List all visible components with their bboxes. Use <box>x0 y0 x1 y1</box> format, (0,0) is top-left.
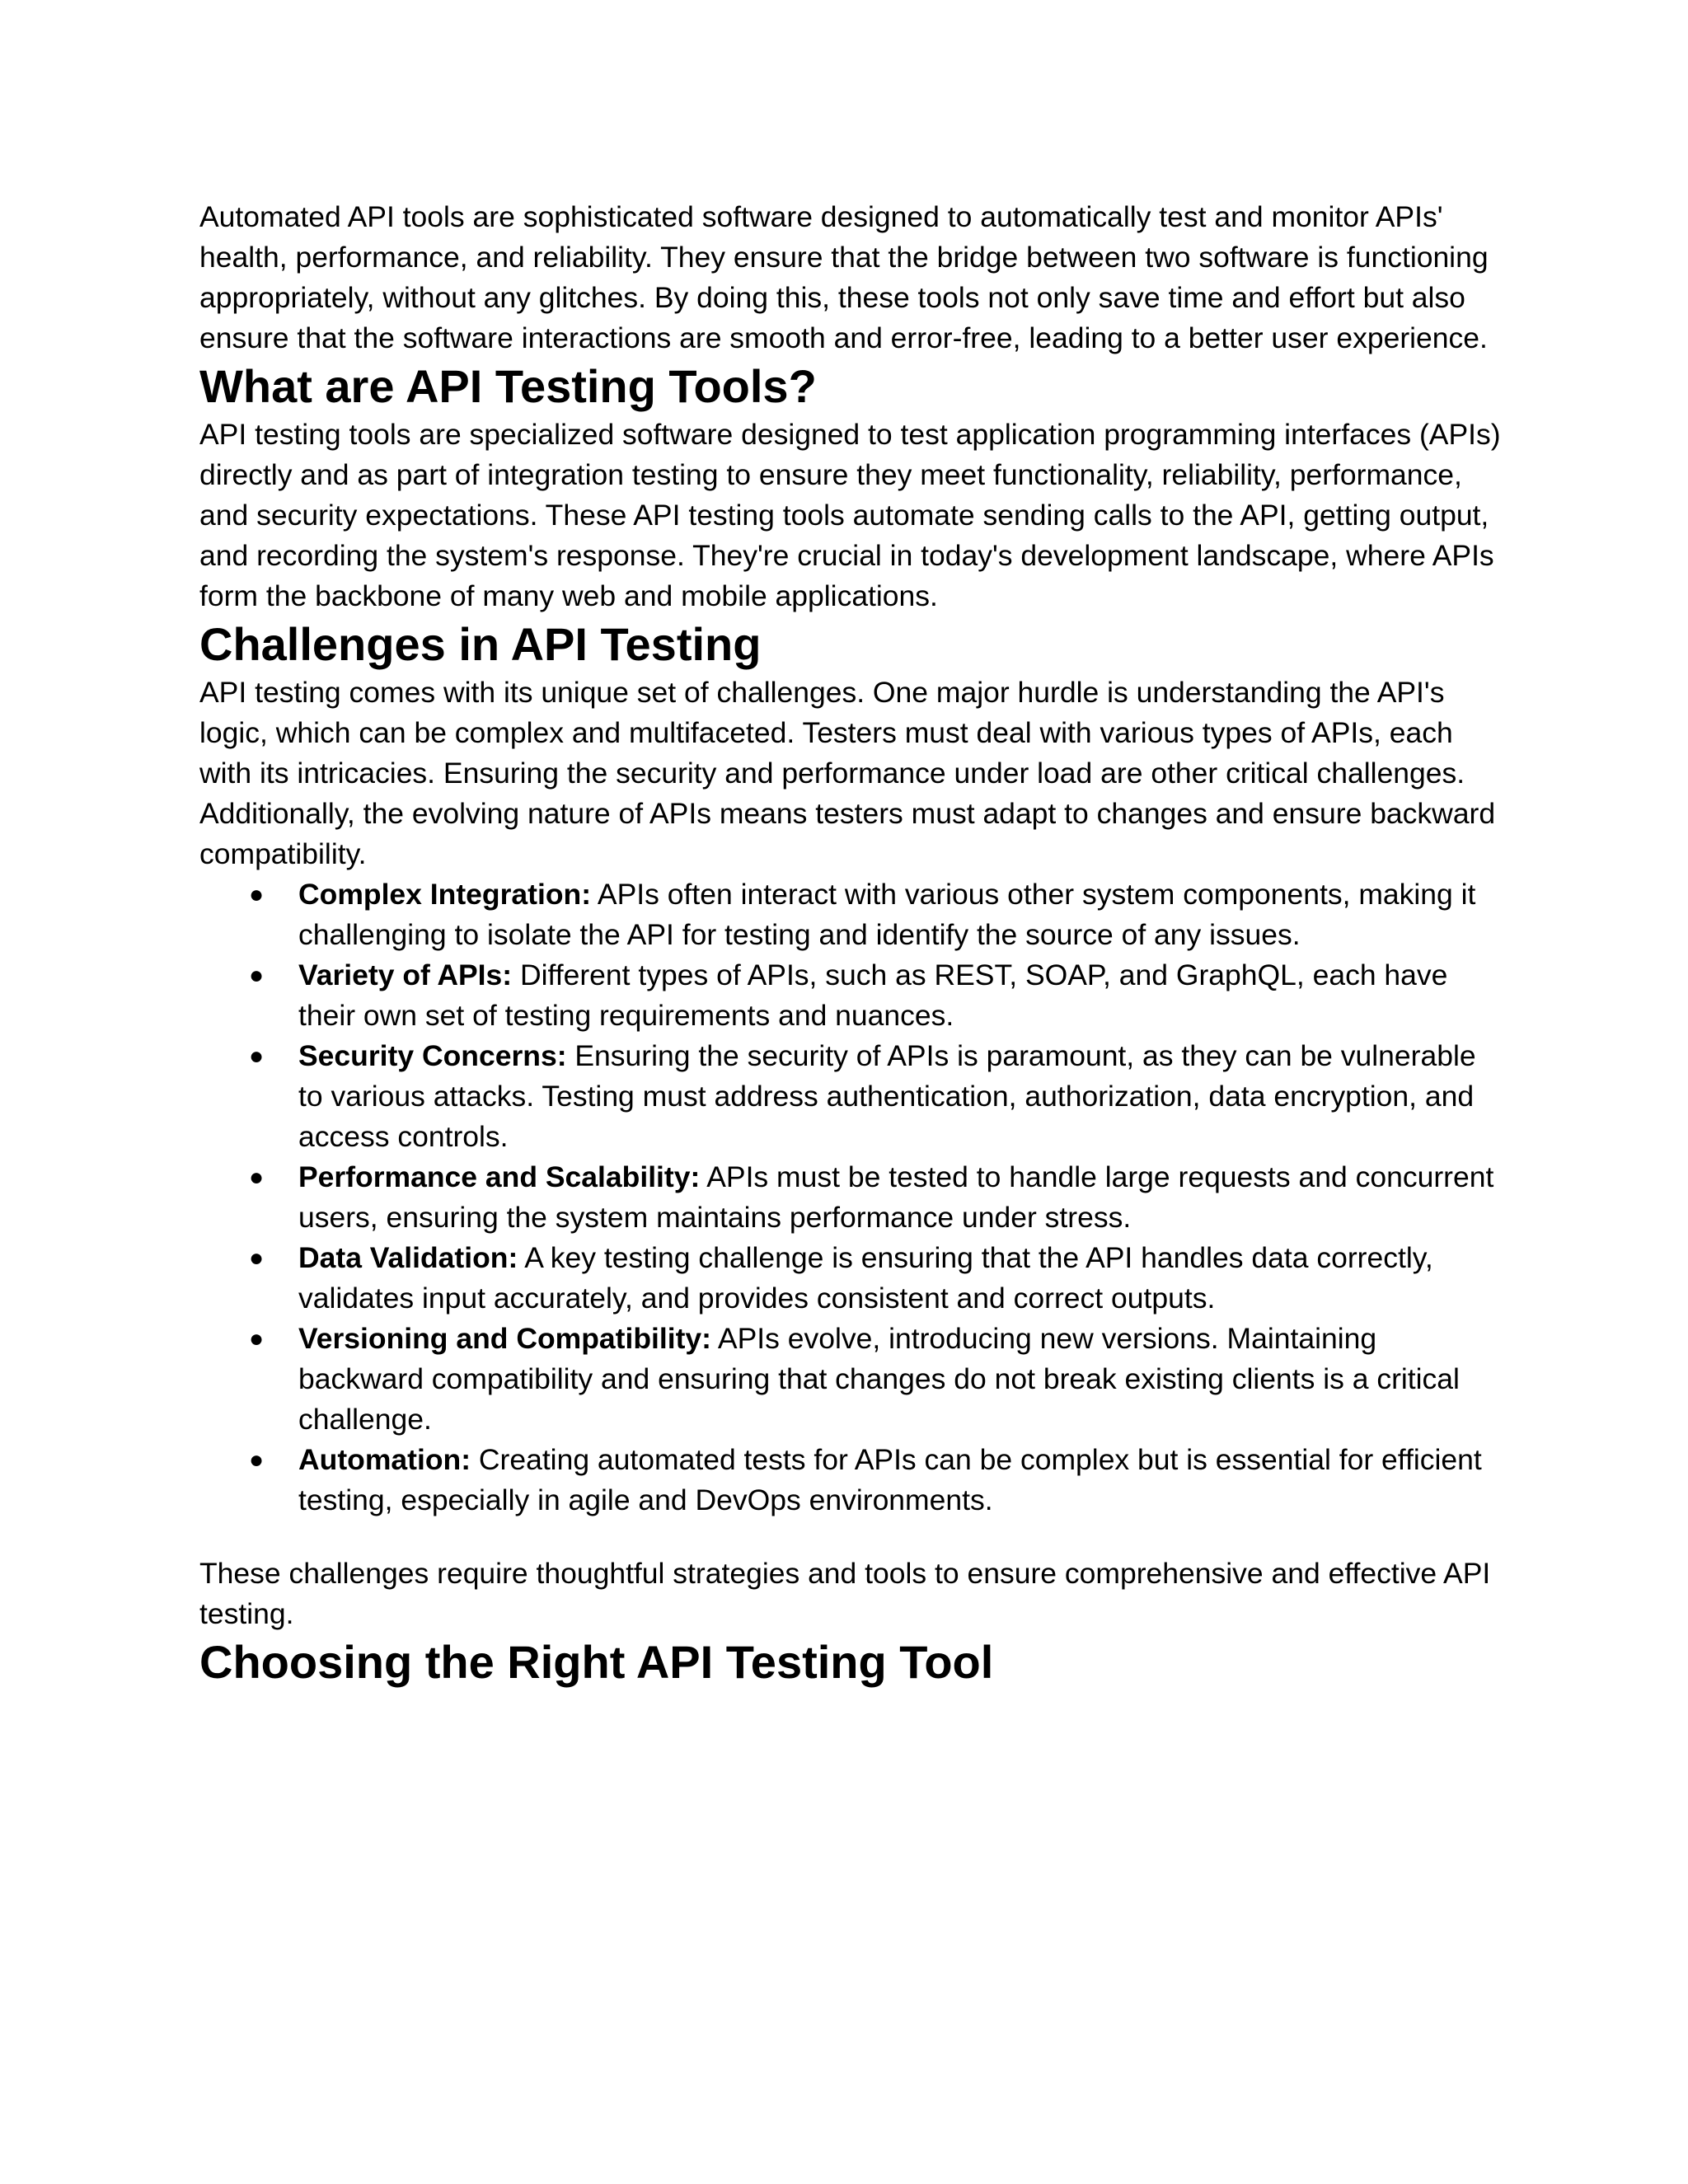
challenges-list <box>199 874 1502 1521</box>
list-item-term: Data Validation: <box>298 1241 518 1274</box>
list-item-text: Ensuring the security of APIs is paramount, as they can be vulnerable to various attacks. Testing must address authentication, authorization, data encryption, and access controls. <box>298 1039 1476 1153</box>
heading-challenges-in-api-testing: Challenges in API Testing <box>199 618 762 670</box>
document-page <box>199 197 1502 1690</box>
list-item-term: Complex Integration: <box>298 878 592 911</box>
heading-choosing-the-right-api-testing-tool: Choosing the Right API Testing Tool <box>199 1636 994 1688</box>
challenges-paragraph: API testing comes with its unique set of challenges. One major hurdle is understanding the API's logic, which can be complex and multifaceted. Testers must deal with various types of APIs, each with its intricacies. Ensuring the security and performance under load are other critical challenges. Additionally, the evolving nature of APIs means testers must adapt to changes and ensure backward compatibility. <box>199 676 1496 870</box>
list-item-text: Different types of APIs, such as REST, SOAP, and GraphQL, each have their own set of testing requirements and nuances. <box>298 958 1448 1032</box>
list-item <box>199 874 1502 955</box>
list-item <box>199 1440 1502 1521</box>
list-item-text: A key testing challenge is ensuring that the API handles data correctly, validates input accurately, and provides consistent and correct outputs. <box>298 1241 1433 1315</box>
bullet-icon: ● <box>249 962 265 989</box>
intro-paragraph: Automated API tools are sophisticated software designed to automatically test and monitor APIs' health, performance, and reliability. They ensure that the bridge between two software is functioning appropriately, without any glitches. By doing this, these tools not only save time and effort but also ensure that the software interactions are smooth and error-free, leading to a better user experience. <box>199 200 1489 354</box>
bullet-icon: ● <box>249 1043 265 1070</box>
list-item-term: Automation: <box>298 1443 471 1476</box>
list-item <box>199 1036 1502 1157</box>
bullet-icon: ● <box>249 881 265 908</box>
list-item-text: APIs often interact with various other system components, making it challenging to isolate the API for testing and identify the source of any issues. <box>298 878 1476 951</box>
what-are-api-testing-tools-paragraph: API testing tools are specialized software designed to test application programming interfaces (APIs) directly and as part of integration testing to ensure they meet functionality, reliability, performance, and security expectations. These API testing tools automate sending calls to the API, getting output, and recording the system's response. They're crucial in today's development landscape, where APIs form the backbone of many web and mobile applications. <box>199 418 1501 612</box>
list-item-term: Security Concerns: <box>298 1039 567 1072</box>
list-item-term: Performance and Scalability: <box>298 1160 701 1193</box>
list-item <box>199 1157 1502 1238</box>
closing-paragraph: These challenges require thoughtful strategies and tools to ensure comprehensive and effective API testing. <box>199 1557 1491 1630</box>
heading-what-are-api-testing-tools: What are API Testing Tools? <box>199 360 817 412</box>
bullet-icon: ● <box>249 1244 265 1272</box>
list-item <box>199 1319 1502 1440</box>
list-item-term: Variety of APIs: <box>298 958 513 991</box>
bullet-icon: ● <box>249 1164 265 1191</box>
list-item-term: Versioning and Compatibility: <box>298 1322 711 1355</box>
list-item <box>199 1238 1502 1319</box>
list-item <box>199 955 1502 1036</box>
bullet-icon: ● <box>249 1325 265 1352</box>
list-item-text: APIs evolve, introducing new versions. Maintaining backward compatibility and ensuring that changes do not break existing clients is a critical challenge. <box>298 1322 1460 1436</box>
bullet-icon: ● <box>249 1446 265 1474</box>
list-item-text: Creating automated tests for APIs can be complex but is essential for efficient testing, especially in agile and DevOps environments. <box>298 1443 1482 1516</box>
list-item-text: APIs must be tested to handle large requests and concurrent users, ensuring the system maintains performance under stress. <box>298 1160 1494 1234</box>
